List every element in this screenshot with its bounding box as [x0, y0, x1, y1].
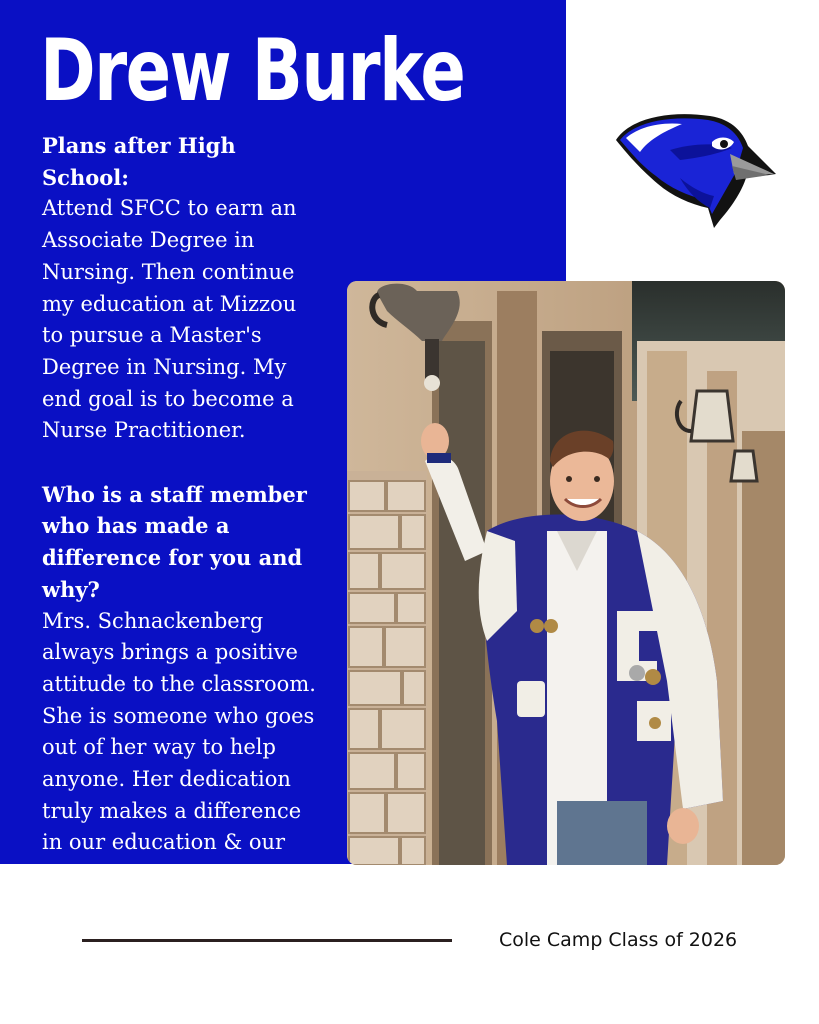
- staff-line: attitude to the classroom.: [42, 671, 316, 696]
- staff-line: in our education & our: [42, 830, 286, 855]
- staff-line: lives.: [42, 862, 98, 887]
- staff-heading-line: who has made a: [42, 513, 230, 539]
- staff-line: Mrs. Schnackenberg: [42, 608, 264, 633]
- class-caption: Cole Camp Class of 2026: [499, 929, 738, 951]
- plans-line: Degree in Nursing. My: [42, 354, 287, 379]
- staff-line: She is someone who goes: [42, 703, 315, 728]
- plans-line: Associate Degree in: [42, 228, 255, 253]
- senior-portrait-photo: [347, 281, 785, 865]
- staff-line: truly makes a difference: [42, 798, 302, 823]
- student-name-heading: Drew Burke: [40, 21, 465, 121]
- profile-text-column: [42, 130, 324, 891]
- plans-line: end goal is to become a: [42, 386, 294, 411]
- staff-line: always brings a positive: [42, 640, 298, 665]
- plans-line: to pursue a Master's: [42, 323, 262, 348]
- plans-heading: Plans after High School:: [42, 133, 236, 190]
- portrait-illustration: [347, 281, 785, 865]
- section-spacer: [42, 447, 324, 479]
- plans-line: Attend SFCC to earn an: [42, 196, 297, 221]
- footer-divider-line: [82, 939, 452, 942]
- staff-line: anyone. Her dedication: [42, 767, 291, 792]
- staff-section: [42, 479, 324, 891]
- staff-heading-line: difference for you and: [42, 545, 303, 571]
- plans-line: Nursing. Then continue: [42, 259, 295, 284]
- bluebird-mascot-icon: [610, 108, 780, 233]
- staff-line: out of her way to help: [42, 735, 276, 760]
- plans-line: my education at Mizzou: [42, 291, 297, 316]
- staff-heading-line: Who is a staff member: [42, 481, 307, 507]
- staff-heading-line: why?: [42, 576, 100, 602]
- plans-line: Nurse Practitioner.: [42, 418, 246, 443]
- plans-section: [42, 130, 324, 447]
